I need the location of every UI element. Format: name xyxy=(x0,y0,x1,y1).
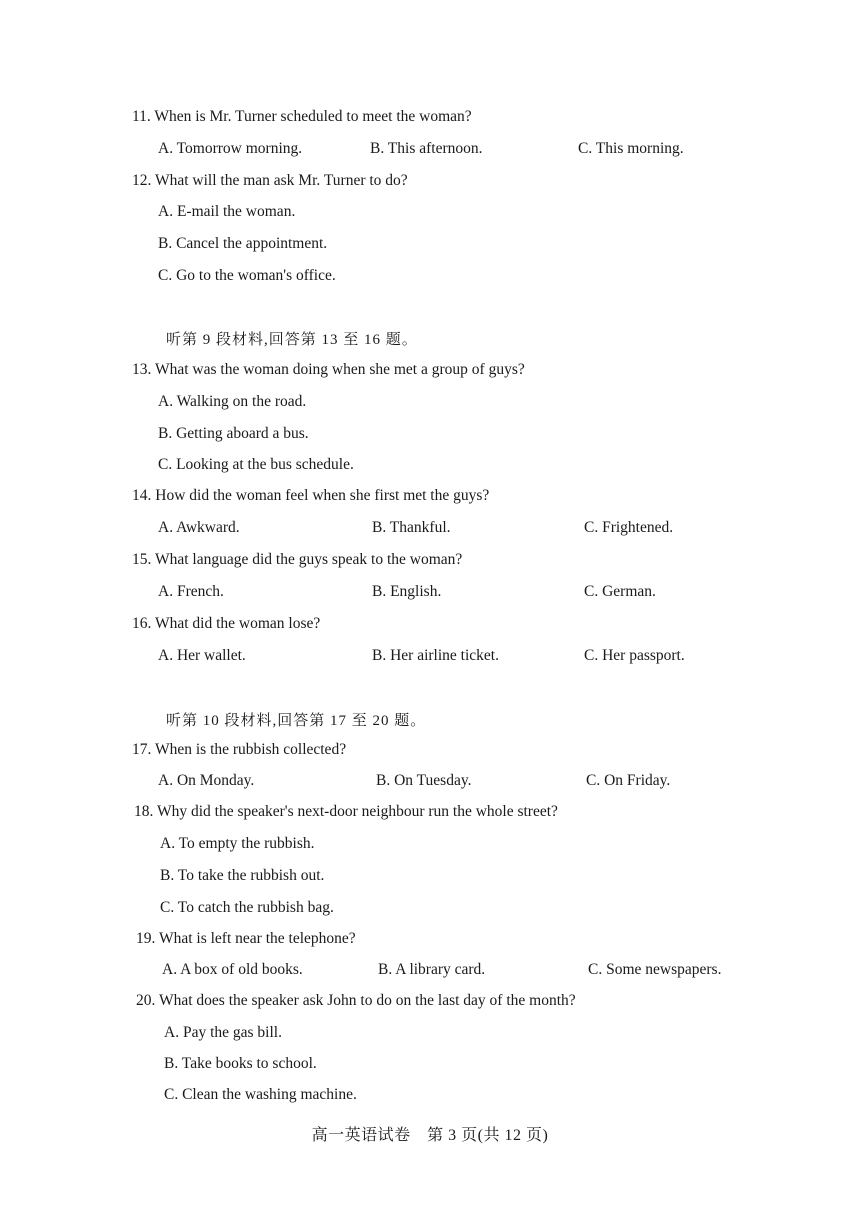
question-17-option-a: A. On Monday. xyxy=(158,772,255,789)
question-18-option-b: B. To take the rubbish out. xyxy=(160,867,325,884)
question-16-option-b: B. Her airline ticket. xyxy=(372,647,499,664)
question-11-stem: 11. When is Mr. Turner scheduled to meet the woman? xyxy=(132,108,472,125)
question-19-option-a: A. A box of old books. xyxy=(162,961,303,978)
question-20-option-b: B. Take books to school. xyxy=(164,1055,317,1072)
question-17-stem: 17. When is the rubbish collected? xyxy=(132,741,347,758)
question-13-option-c: C. Looking at the bus schedule. xyxy=(158,456,354,473)
question-20-option-c: C. Clean the washing machine. xyxy=(164,1086,357,1103)
question-15-option-b: B. English. xyxy=(372,583,442,600)
section-10-heading: 听第 10 段材料,回答第 17 至 20 题。 xyxy=(166,713,427,729)
question-14-option-a: A. Awkward. xyxy=(158,519,240,536)
question-13-stem: 13. What was the woman doing when she met a group of guys? xyxy=(132,361,525,378)
question-20-option-a: A. Pay the gas bill. xyxy=(164,1024,282,1041)
question-18-option-c: C. To catch the rubbish bag. xyxy=(160,899,334,916)
question-15-option-c: C. German. xyxy=(584,583,656,600)
question-20-stem: 20. What does the speaker ask John to do on the last day of the month? xyxy=(136,992,576,1009)
question-12-stem: 12. What will the man ask Mr. Turner to do? xyxy=(132,172,408,189)
question-16-option-a: A. Her wallet. xyxy=(158,647,246,664)
question-11-option-c: C. This morning. xyxy=(578,140,684,157)
question-15-option-a: A. French. xyxy=(158,583,224,600)
question-13-option-a: A. Walking on the road. xyxy=(158,393,307,410)
question-13-option-b: B. Getting aboard a bus. xyxy=(158,425,309,442)
question-19-stem: 19. What is left near the telephone? xyxy=(136,930,356,947)
question-14-option-b: B. Thankful. xyxy=(372,519,451,536)
question-16-stem: 16. What did the woman lose? xyxy=(132,615,321,632)
question-16-option-c: C. Her passport. xyxy=(584,647,685,664)
question-17-option-b: B. On Tuesday. xyxy=(376,772,472,789)
question-11-option-a: A. Tomorrow morning. xyxy=(158,140,303,157)
question-12-option-b: B. Cancel the appointment. xyxy=(158,235,328,252)
question-14-option-c: C. Frightened. xyxy=(584,519,674,536)
page-footer: 高一英语试卷 第 3 页(共 12 页) xyxy=(311,1127,549,1144)
question-18-option-a: A. To empty the rubbish. xyxy=(160,835,315,852)
question-17-option-c: C. On Friday. xyxy=(586,772,671,789)
question-11-option-b: B. This afternoon. xyxy=(370,140,483,157)
question-19-option-c: C. Some newspapers. xyxy=(588,961,722,978)
question-12-option-c: C. Go to the woman's office. xyxy=(158,267,336,284)
section-9-heading: 听第 9 段材料,回答第 13 至 16 题。 xyxy=(166,332,418,348)
question-12-option-a: A. E-mail the woman. xyxy=(158,203,296,220)
question-19-option-b: B. A library card. xyxy=(378,961,486,978)
question-15-stem: 15. What language did the guys speak to the woman? xyxy=(132,551,463,568)
question-14-stem: 14. How did the woman feel when she first met the guys? xyxy=(132,487,490,504)
question-18-stem: 18. Why did the speaker's next-door neighbour run the whole street? xyxy=(134,803,558,820)
